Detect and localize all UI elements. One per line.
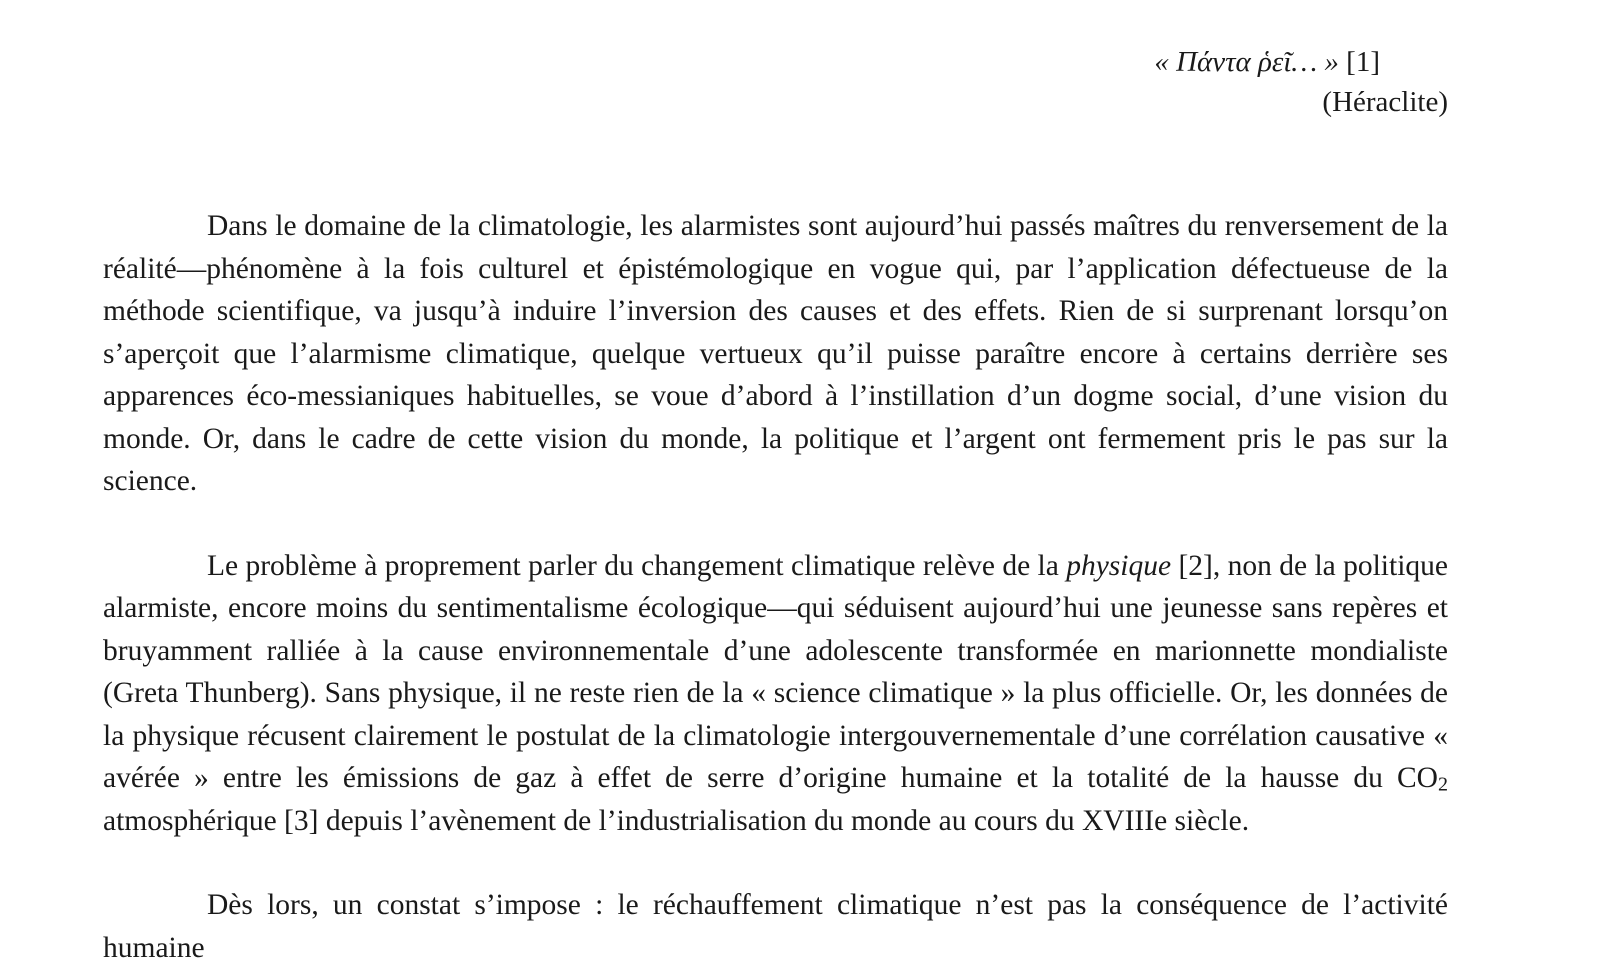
- epigraph-reference: [1]: [1346, 46, 1380, 78]
- paragraph-1: Dans le domaine de la climatologie, les alarmistes sont aujourd’hui passés maîtres du renversement de la réalité—phénomène à la fois culturel et épistémologique en vogue qui, par l’application défectueuse de la méthode scientifique, va jusqu’à induire l’inversion des causes et des effets. Rien de si surprenant lorsqu’on s’aperçoit que l’alarmisme climatique, quelque vertueux qu’il puisse paraître encore à certains derrière ses apparences éco-messianiques habituelles, se voue d’abord à l’instillation d’un dogme social, d’une vision du monde. Or, dans le cadre de cette vision du monde, la politique et l’argent ont fermement pris le pas sur la science.: [103, 210, 1448, 497]
- paragraph-2-text-c: atmosphérique [3] depuis l’avènement de l’industrialisation du monde au cours du XVIIIe siècle.: [103, 804, 1250, 837]
- paragraph-2-subscript: 2: [1437, 773, 1448, 796]
- body-text: [103, 205, 1448, 964]
- paragraph-2-italic: physique: [1066, 549, 1172, 582]
- paragraph-3: Dès lors, un constat s’impose : le réchauffement climatique n’est pas la conséquence de l’activité humaine: [103, 889, 1448, 964]
- paragraph-2-text-a: Le problème à proprement parler du changement climatique relève de la: [207, 549, 1067, 582]
- epigraph-quote-line: [1154, 42, 1380, 82]
- epigraph: [1154, 42, 1448, 122]
- paragraph-2-text-b: [2], non de la politique alarmiste, encore moins du sentimentalisme écologique—qui séduisent aujourd’hui une jeunesse sans repères et bruyamment ralliée à la cause environnementale d’une adolescente transformée en marionnette mondialiste (Greta Thunberg). Sans physique, il ne reste rien de la « science climatique » la plus officielle. Or, les données de la physique récusent clairement le postulat de la climatologie intergouvernementale d’une corrélation causative « avérée » entre les émissions de gaz à effet de serre d’origine humaine et la totalité de la hausse du CO: [103, 549, 1448, 794]
- paragraph-2: [103, 545, 1448, 843]
- epigraph-quote: « Πάντα ῥεῖ… »: [1154, 46, 1339, 78]
- epigraph-author: (Héraclite): [1322, 86, 1448, 118]
